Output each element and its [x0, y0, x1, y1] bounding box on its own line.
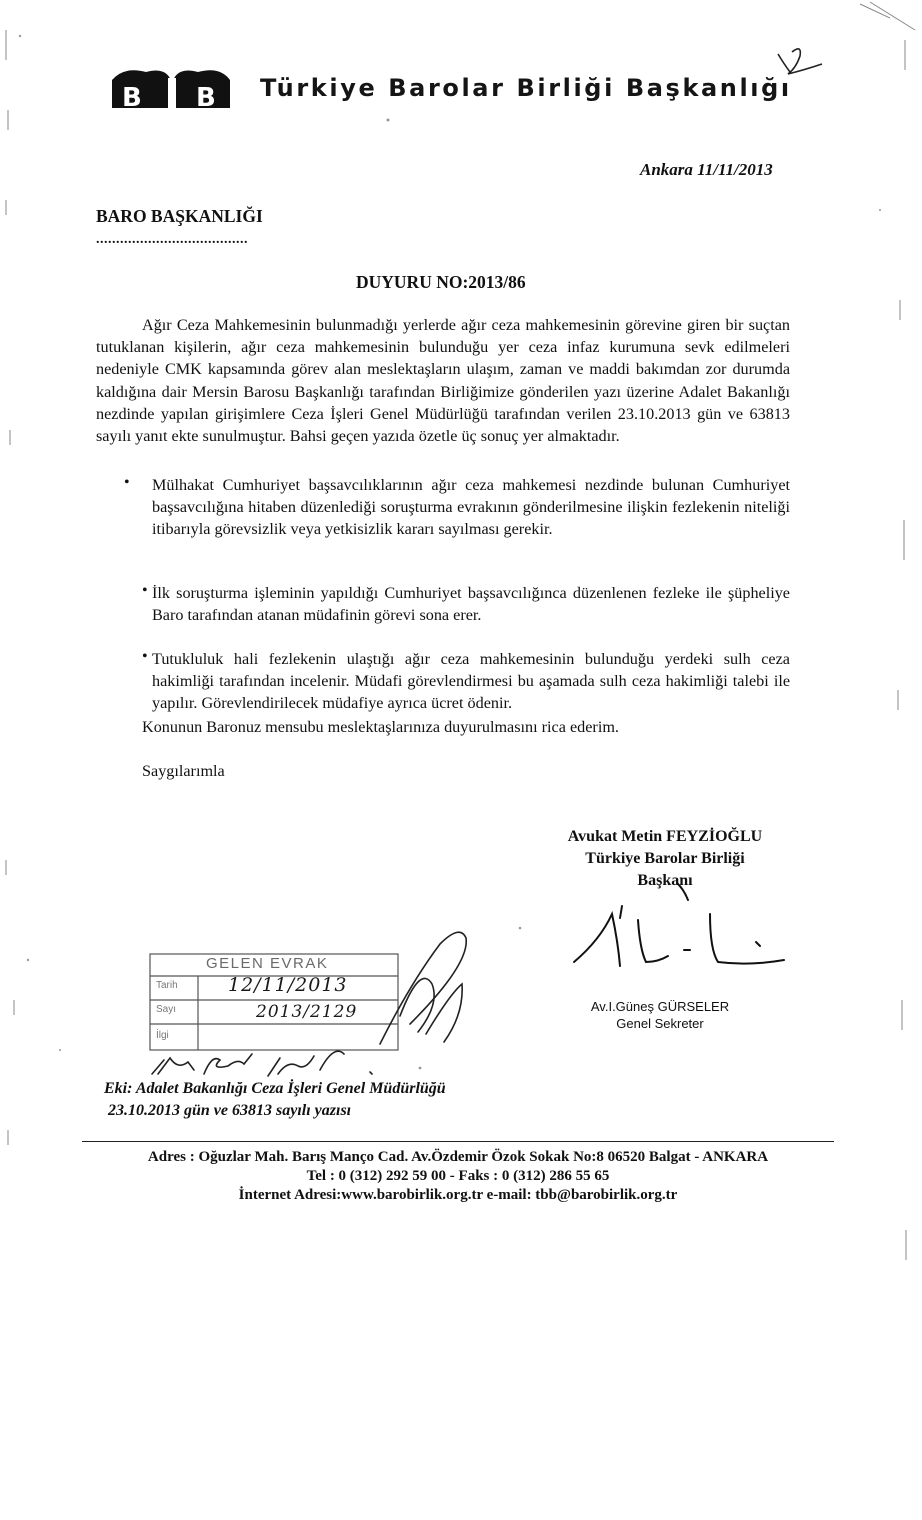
organization-title: Türkiye Barolar Birliği Başkanlığı [260, 74, 792, 102]
stamp-date-label: Tarih [156, 980, 178, 991]
bullet-item: Tutukluluk hali fezlekenin ulaştığı ağır ceza mahkemesinin bulunduğu yerdeki sulh ceza hakimliği tarafından incelenir. Müdafi görevlendirmesi bu aşamada sulh ceza hakimliği talebi ile yapılır. Görevlendirilecek müdafiye ayrıca ücret ödenir. [152, 650, 790, 713]
notice-number: DUYURU NO:2013/86 [356, 272, 526, 292]
footer-phone-fax: Tel : 0 (312) 292 59 00 - Faks : 0 (312) 286 55 65 [306, 1168, 610, 1184]
incoming-document-stamp [148, 952, 400, 1052]
signer-name: Avukat Metin FEYZİOĞLU [567, 828, 763, 845]
svg-text:B: B [196, 83, 216, 110]
body-paragraph: Ağır Ceza Mahkemesinin bulunmadığı yerlerde ağır ceza mahkemesinin görevine giren bir suçtan tutuklanan kişilerin, ağır ceza mahkemesinin bulunduğu yer ceza infaz kurumuna sevk edilmeleri nedeniyle CMK kapsamında görev alan meslektaşların ulaşım, zaman ve maddi bakımdan zor durumda kaldığına dair Mersin Barosu Başkanlığı tarafından Birliğimize gönderilen yazı üzerine Adalet Bakanlığı nezdinde yapılan girişimlere Ceza İşleri Genel Müdürlüğü tarafından verilen 23.10.2013 gün ve 63813 sayılı yanıt ekte sunulmuştur. Bahsi geçen yazıda özetle üç sonuç yer almaktadır. [96, 316, 790, 446]
regards: Saygılarımla [142, 762, 225, 780]
bullet-marker: • [142, 582, 148, 599]
secretary-title: Genel Sekreter [616, 1016, 704, 1031]
attachment-note [104, 1078, 446, 1122]
attachment-line-2: 23.10.2013 gün ve 63813 sayılı yazısı [108, 1102, 352, 1119]
footer-web-email: İnternet Adresi:www.barobirlik.org.tr e-mail: tbb@barobirlik.org.tr [238, 1187, 678, 1203]
stamp-title: GELEN EVRAK [206, 955, 329, 972]
svg-text:B: B [122, 83, 142, 110]
recipient: BARO BAŞKANLIĞI [96, 206, 263, 226]
stamp-date-value: 12/11/2013 [228, 974, 348, 996]
stamp-number-label: Sayı [156, 1004, 177, 1015]
letter-date: Ankara 11/11/2013 [640, 160, 773, 179]
bullet-item: İlk soruşturma işleminin yapıldığı Cumhuriyet başsavcılığınca düzenlenen fezleke ile şüpheliye Baro tarafından atanan müdafinin görevi sona erer. [152, 584, 790, 625]
handwritten-note-scribble [148, 1040, 398, 1080]
signer-title: Başkanı [637, 872, 693, 889]
bullet-marker: • [142, 648, 148, 665]
footer-divider [82, 1141, 834, 1142]
signer-organization: Türkiye Barolar Birliği [585, 850, 745, 867]
secretary-stamp [560, 998, 760, 1032]
attachment-line-1: Eki: Adalet Bakanlığı Ceza İşleri Genel Müdürlüğü [104, 1080, 446, 1097]
recipient-dotted-line: ...................................... [96, 232, 248, 247]
handwritten-page-number [770, 40, 830, 80]
closing-request: Konunun Baronuz mensubu meslektaşlarınıza duyurulmasını rica ederim. [142, 718, 619, 736]
handwritten-signature [560, 870, 800, 980]
bullet-marker: • [124, 474, 130, 491]
tbb-logo [110, 64, 232, 110]
secretary-name: Av.I.Güneş GÜRSELER [590, 999, 730, 1014]
stamp-reference-label: İlgi [156, 1030, 169, 1041]
footer-contact [82, 1148, 834, 1205]
bullet-item: Mülhakat Cumhuriyet başsavcılıklarının ağır ceza mahkemesi nezdinde bulunan Cumhuriyet başsavcılığına hitaben düzenlediği soruşturma evrakının gönderilmesine ilişkin fezlekenin niteliği itibarıyla görevsizlik veya yetkisizlik kararı sayılması gerekir. [152, 476, 790, 539]
footer-address: Adres : Oğuzlar Mah. Barış Manço Cad. Av.Özdemir Özok Sokak No:8 06520 Balgat - ANKARA [147, 1149, 769, 1165]
stamp-number-value: 2013/2129 [256, 1002, 358, 1022]
